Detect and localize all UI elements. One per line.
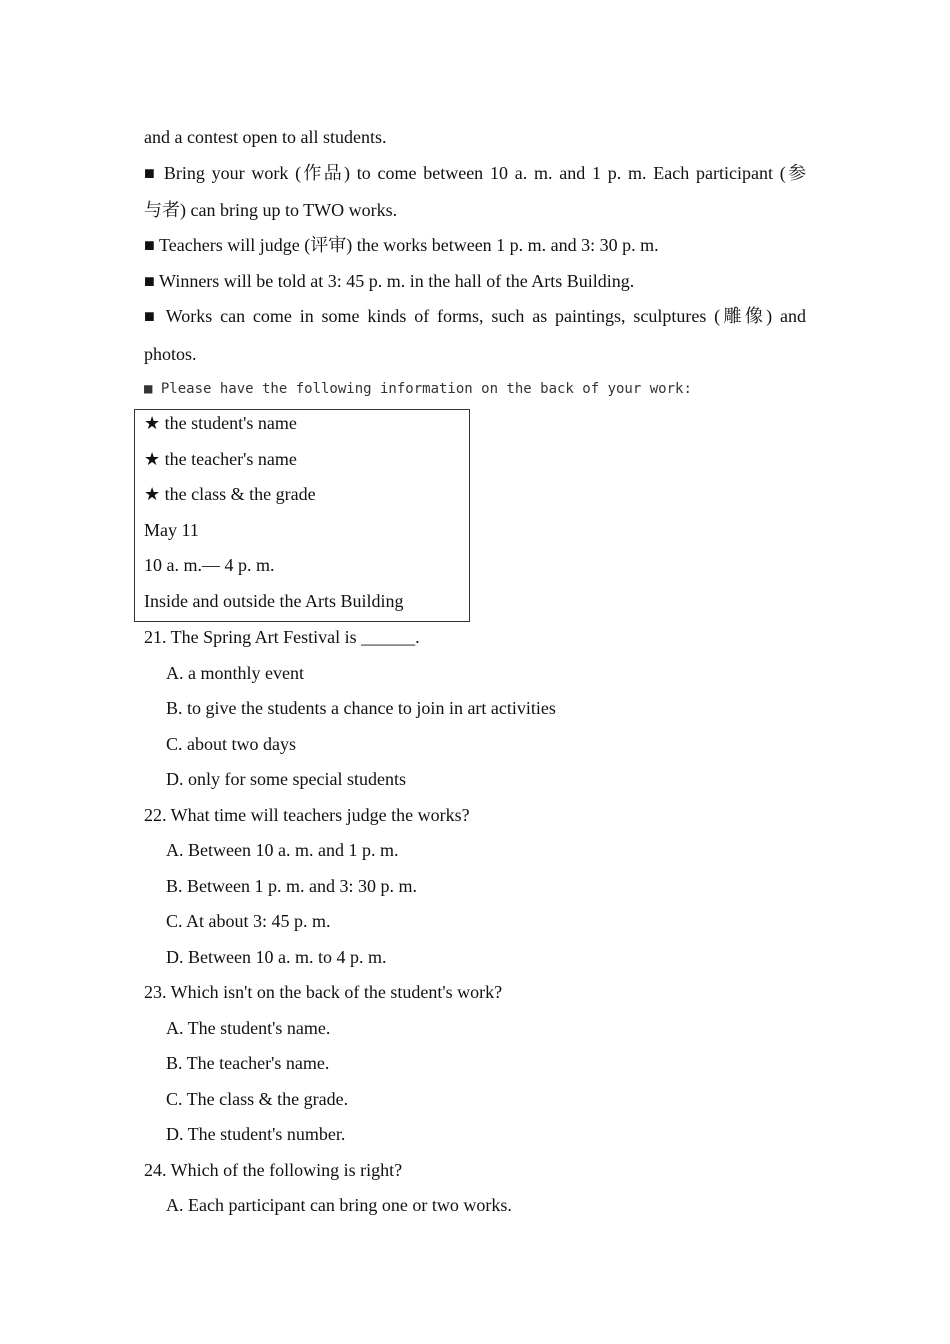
passage-line-1: and a contest open to all students. bbox=[144, 127, 387, 147]
info-item-date: May 11 bbox=[144, 520, 199, 540]
question-23-option-d: D. The student's number. bbox=[166, 1124, 346, 1144]
info-item-teacher: ★ the teacher's name bbox=[144, 449, 297, 469]
passage-line-8: ■ Please have the following information on the back of your work: bbox=[144, 381, 692, 397]
question-22-option-d: D. Between 10 a. m. to 4 p. m. bbox=[166, 947, 387, 967]
info-item-class: ★ the class & the grade bbox=[144, 484, 316, 504]
question-22-option-a: A. Between 10 a. m. and 1 p. m. bbox=[166, 840, 399, 860]
question-23-stem: 23. Which isn't on the back of the student's work? bbox=[144, 982, 503, 1002]
passage-line-7: photos. bbox=[144, 344, 197, 364]
passage-line-5: ■ Winners will be told at 3: 45 p. m. in the hall of the Arts Building. bbox=[144, 271, 635, 291]
question-24-stem: 24. Which of the following is right? bbox=[144, 1160, 403, 1180]
question-23-option-c: C. The class & the grade. bbox=[166, 1089, 349, 1109]
question-23-option-b: B. The teacher's name. bbox=[166, 1053, 330, 1073]
question-21-option-a: A. a monthly event bbox=[166, 663, 304, 683]
info-item-name: ★ the student's name bbox=[144, 413, 297, 433]
passage-line-3: 与者) can bring up to TWO works. bbox=[144, 200, 398, 220]
info-item-time: 10 a. m.— 4 p. m. bbox=[144, 555, 275, 575]
question-22-stem: 22. What time will teachers judge the works? bbox=[144, 805, 470, 825]
question-23-option-a: A. The student's name. bbox=[166, 1018, 331, 1038]
passage-line-6: ■ Works can come in some kinds of forms, such as paintings, sculptures (雕像) and bbox=[144, 306, 806, 326]
question-22-option-b: B. Between 1 p. m. and 3: 30 p. m. bbox=[166, 876, 417, 896]
question-21-stem: 21. The Spring Art Festival is ______. bbox=[144, 627, 420, 647]
passage-line-2: ■ Bring your work (作品) to come between 10 a. m. and 1 p. m. Each participant (参 bbox=[144, 163, 806, 183]
question-22-option-c: C. At about 3: 45 p. m. bbox=[166, 911, 331, 931]
question-21-option-b: B. to give the students a chance to join in art activities bbox=[166, 698, 556, 718]
passage-line-4: ■ Teachers will judge (评审) the works between 1 p. m. and 3: 30 p. m. bbox=[144, 235, 659, 255]
question-21-option-d: D. only for some special students bbox=[166, 769, 406, 789]
question-24-option-a: A. Each participant can bring one or two works. bbox=[166, 1195, 512, 1215]
question-21-option-c: C. about two days bbox=[166, 734, 296, 754]
info-item-place: Inside and outside the Arts Building bbox=[144, 591, 404, 611]
